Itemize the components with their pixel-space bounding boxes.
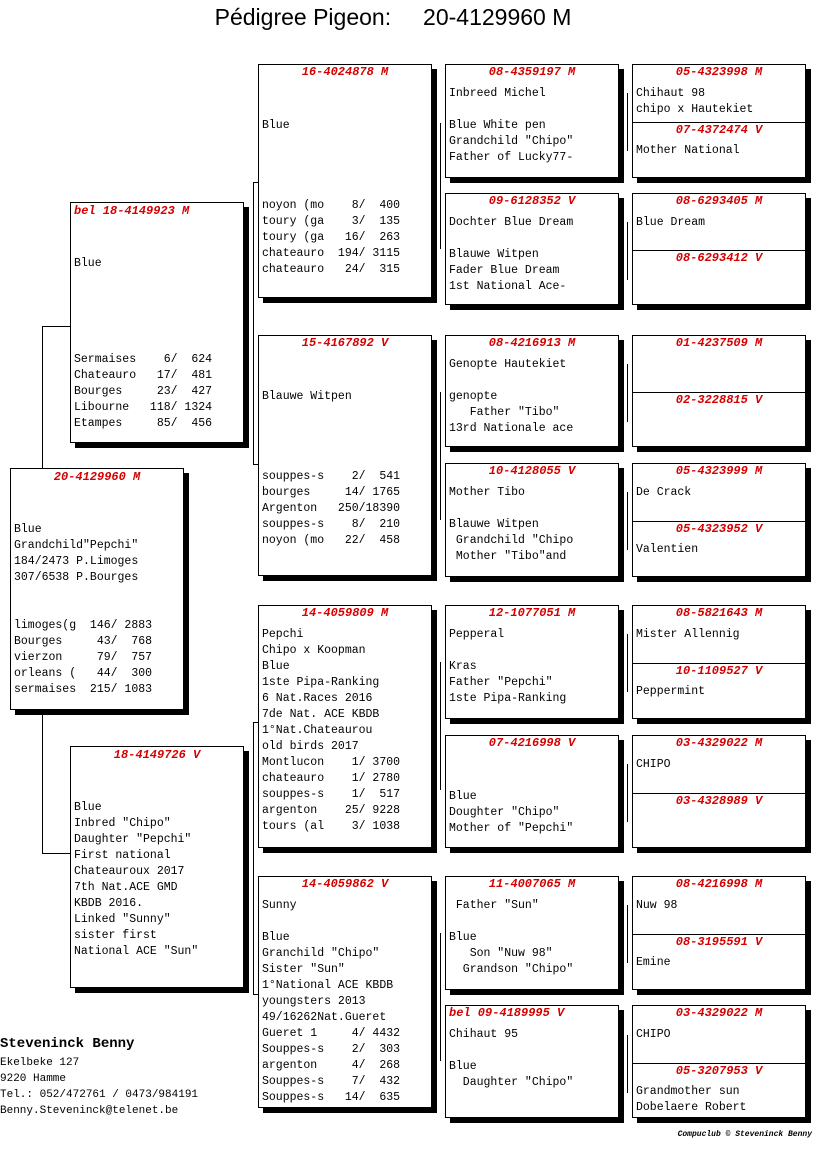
owner-phone: Tel.: 052/472761 / 0473/984191 [0, 1089, 199, 1101]
great-grandparent-details: Chihaut 95 Blue Daughter "Chipo" [449, 1028, 574, 1089]
connector-line [627, 222, 628, 280]
great-grandparent-ring-number: 12-1077051 M [488, 606, 576, 620]
great-grandparent-card [445, 1005, 619, 1118]
ggg-sire-details: CHIPO [636, 758, 671, 771]
great-great-grandparents-card [632, 1005, 806, 1118]
sire-ring-number: bel 18-4149923 M [74, 204, 190, 218]
ggg-dam-details: Mother National [636, 144, 740, 157]
owner-info [0, 1035, 198, 1119]
connector-line [42, 326, 70, 327]
great-great-grandparents-card [632, 463, 806, 577]
owner-address: Ekelbeke 127 [0, 1057, 80, 1069]
ggg-dam-ring-number: 08-3195591 V [675, 935, 763, 949]
grandparent-details: Sunny Blue Granchild "Chipo" Sister "Sun" 1°National ACE KBDB youngsters 2013 49/16262Nat.Gueret Gueret 1 4/ 4432 Souppes-s 2/ 303 argenton 4/ 268 Souppes-s 7/ 432 Souppes-s 14/ 635 [262, 899, 401, 1104]
grandparent-ring-number: 14-4059862 V [301, 877, 389, 891]
ggg-sire-ring-number: 03-4329022 M [675, 736, 763, 750]
great-grandparent-card [445, 463, 619, 577]
connector-line [627, 364, 628, 422]
great-great-grandparents-card [632, 735, 806, 848]
ggg-dam-ring-number: 05-4323952 V [675, 522, 763, 536]
ggg-dam-ring-number: 05-3207953 V [675, 1064, 763, 1078]
great-great-grandparents-card [632, 193, 806, 305]
great-grandparent-ring-number: 09-6128352 V [488, 194, 576, 208]
grandparent-card [258, 876, 432, 1108]
great-grandparent-details: Dochter Blue Dream Blauwe Witpen Fader Blue Dream 1st National Ace- [449, 216, 574, 293]
connector-line [627, 634, 628, 692]
great-grandparent-card [445, 335, 619, 447]
page-title: Pédigree Pigeon: 20-4129960 M [214, 4, 572, 30]
great-grandparent-details: Pepperal Kras Father "Pepchi" 1ste Pipa-Ranking [449, 628, 567, 705]
great-grandparent-details: Father "Sun" Blue Son "Nuw 98" Grandson "Chipo" [449, 899, 574, 976]
ggg-sire-details: Nuw 98 [636, 899, 678, 912]
grandparent-ring-number: 15-4167892 V [301, 336, 389, 350]
great-grandparent-card [445, 64, 619, 178]
great-grandparent-card [445, 735, 619, 848]
grandparent-details: Pepchi Chipo x Koopman Blue 1ste Pipa-Ranking 6 Nat.Races 2016 7de Nat. ACE KBDB 1°Nat.Chateaurou old birds 2017 Montlucon 1/ 3700 chateauro 1/ 2780 souppes-s 1/ 517 argenton 25/ 9228 tours (al 3/ 1038 [262, 628, 401, 833]
owner-city: 9220 Hamme [0, 1073, 67, 1085]
dam-card [70, 746, 244, 988]
ggg-sire-ring-number: 08-5821643 M [675, 606, 763, 620]
ggg-dam-details: Emine [636, 956, 671, 969]
connector-line [627, 492, 628, 550]
great-great-grandparents-card [632, 876, 806, 990]
great-grandparent-ring-number: 07-4216998 V [488, 736, 576, 750]
great-grandparent-details: Blue Doughter "Chipo" Mother of "Pepchi" [449, 790, 574, 835]
connector-line [253, 182, 254, 464]
ggg-sire-details: CHIPO [636, 1028, 671, 1041]
great-great-grandparents-card [632, 335, 806, 447]
dam-ring-number: 18-4149726 V [113, 748, 201, 762]
great-great-grandparents-card [632, 64, 806, 178]
ggg-dam-ring-number: 02-3228815 V [675, 393, 763, 407]
ggg-sire-details: Chihaut 98 chipo x Hautekiet [636, 87, 754, 116]
grandparent-details: Blauwe Witpen souppes-s 2/ 541 bourges 14/ 1765 Argenton 250/18390 souppes-s 8/ 210 noyon (mo 22/ 458 [262, 390, 401, 547]
great-grandparent-ring-number: 11-4007065 M [488, 877, 576, 891]
connector-line [627, 764, 628, 822]
connector-line [253, 722, 254, 994]
great-grandparent-details: Mother Tibo Blauwe Witpen Grandchild "Chipo Mother "Tibo"and [449, 486, 574, 563]
footer-copyright: Compuclub © Steveninck Benny [677, 1130, 812, 1139]
grandparent-ring-number: 14-4059809 M [301, 606, 389, 620]
ggg-sire-details: Blue Dream [636, 216, 706, 229]
great-grandparent-card [445, 876, 619, 990]
connector-line [627, 1035, 628, 1093]
connector-line [440, 392, 441, 520]
owner-name: Steveninck Benny [0, 1036, 135, 1052]
owner-email: Benny.Steveninck@telenet.be [0, 1105, 179, 1117]
ggg-sire-ring-number: 05-4323998 M [675, 65, 763, 79]
subject-ring-number: 20-4129960 M [53, 470, 141, 484]
grandparent-card [258, 335, 432, 576]
ggg-sire-ring-number: 08-4216998 M [675, 877, 763, 891]
great-grandparent-card [445, 193, 619, 305]
connector-line [42, 853, 70, 854]
great-grandparent-card [445, 605, 619, 719]
ggg-dam-details: Grandmother sun Dobelaere Robert [636, 1085, 747, 1114]
great-grandparent-ring-number: 10-4128055 V [488, 464, 576, 478]
ggg-dam-details: Peppermint [636, 685, 706, 698]
subject-pigeon-card [10, 468, 184, 710]
ggg-sire-ring-number: 05-4323999 M [675, 464, 763, 478]
connector-line [440, 933, 441, 1061]
grandparent-card [258, 64, 432, 298]
connector-line [42, 710, 43, 853]
ggg-sire-details: Mister Allennig [636, 628, 740, 641]
ggg-dam-ring-number: 08-6293412 V [675, 251, 763, 265]
connector-line [42, 326, 43, 470]
ggg-sire-ring-number: 01-4237509 M [675, 336, 763, 350]
dam-details: Blue Inbred "Chipo" Daughter "Pepchi" First national Chateauroux 2017 7th Nat.ACE GMD KBDB 2016. Linked "Sunny" sister first National ACE "Sun" [74, 801, 199, 958]
ggg-dam-ring-number: 10-1109527 V [675, 664, 763, 678]
ggg-sire-ring-number: 03-4329022 M [675, 1006, 763, 1020]
great-grandparent-ring-number: 08-4216913 M [488, 336, 576, 350]
ggg-sire-details: De Crack [636, 486, 692, 499]
grandparent-details: Blue noyon (mo 8/ 400 toury (ga 3/ 135 toury (ga 16/ 263 chateauro 194/ 3115 chateauro 24/ 315 [262, 119, 401, 276]
great-grandparent-ring-number: 08-4359197 M [488, 65, 576, 79]
connector-line [627, 905, 628, 963]
subject-details: Blue Grandchild"Pepchi" 184/2473 P.Limoges 307/6538 P.Bourges limoges(g 146/ 2883 Bourges 43/ 768 vierzon 79/ 757 orleans ( 44/ 300 sermaises 215/ 1083 [14, 523, 153, 696]
great-grandparent-details: Genopte Hautekiet genopte Father "Tibo" 13rd Nationale ace [449, 358, 574, 435]
sire-card [70, 202, 244, 443]
ggg-sire-ring-number: 08-6293405 M [675, 194, 763, 208]
ggg-dam-ring-number: 07-4372474 V [675, 123, 763, 137]
ggg-dam-ring-number: 03-4328989 V [675, 794, 763, 808]
sire-details: Blue Sermaises 6/ 624 Chateauro 17/ 481 Bourges 23/ 427 Libourne 118/ 1324 Etampes 85/ 456 [74, 257, 213, 430]
connector-line [440, 662, 441, 790]
grandparent-ring-number: 16-4024878 M [301, 65, 389, 79]
grandparent-card [258, 605, 432, 848]
great-grandparent-details: Inbreed Michel Blue White pen Grandchild "Chipo" Father of Lucky77- [449, 87, 574, 164]
great-grandparent-ring-number: bel 09-4189995 V [449, 1006, 565, 1020]
great-great-grandparents-card [632, 605, 806, 719]
ggg-dam-details: Valentien [636, 543, 699, 556]
connector-line [440, 123, 441, 249]
connector-line [627, 93, 628, 151]
